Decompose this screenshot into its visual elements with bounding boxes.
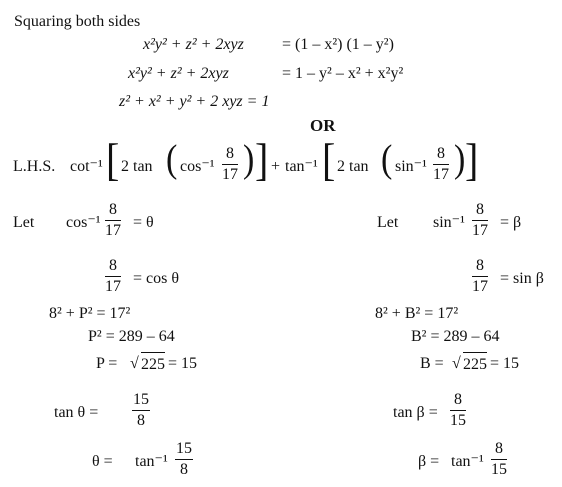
cot-inverse: cot⁻¹ xyxy=(70,158,103,175)
fraction-left-2: $\frac{8}{17}$ xyxy=(105,257,121,295)
tan-inverse: tan⁻¹ xyxy=(285,158,318,175)
plus-sign: + xyxy=(271,158,281,175)
equals-sin-beta: = sin β xyxy=(500,270,544,287)
fraction-right-1: $\frac{8}{17}$ xyxy=(472,201,488,239)
left-row-3-rhs: = 15 xyxy=(168,355,198,372)
right-row-3-lhs: B = xyxy=(420,355,444,372)
right-row-2: B² = 289 – 64 xyxy=(411,328,500,345)
beta-lhs: β = xyxy=(418,453,440,470)
left-paren-2: ( xyxy=(381,138,393,181)
or-label: OR xyxy=(310,116,336,135)
sqrt-radicand-right: 225 xyxy=(463,352,487,374)
theta-lhs: θ = xyxy=(92,453,113,470)
right-paren: ) xyxy=(243,138,255,181)
left-bracket-2: [ xyxy=(322,133,336,186)
right-paren-2: ) xyxy=(454,138,466,181)
sqrt-radicand-left: 225 xyxy=(141,352,165,374)
equation-2-rhs: = 1 – y² – x² + x²y² xyxy=(282,65,404,82)
tan-beta-lhs: tan β = xyxy=(393,404,438,421)
cos-inverse-left: cos⁻¹ xyxy=(66,214,101,231)
fraction-left-1: $\frac{8}{17}$ xyxy=(105,201,121,239)
right-row-3-rhs: = 15 xyxy=(490,355,520,372)
right-bracket-2: ] xyxy=(465,133,479,186)
fraction-8-17-b: $\frac{8}{17}$ xyxy=(433,145,449,183)
lhs-label: L.H.S. xyxy=(13,158,56,175)
fraction-left-3: $\frac{15}{8}$ xyxy=(133,391,149,429)
let-label-right: Let xyxy=(377,214,399,231)
sin-inverse: sin⁻¹ xyxy=(395,158,427,175)
left-paren: ( xyxy=(166,138,178,181)
right-bracket: ] xyxy=(255,133,269,186)
section-heading: Squaring both sides xyxy=(14,13,141,30)
left-row-2: P² = 289 – 64 xyxy=(88,328,175,345)
left-bracket: [ xyxy=(106,133,120,186)
equals-theta: = θ xyxy=(133,214,154,231)
cos-inverse: cos⁻¹ xyxy=(180,158,215,175)
equation-1-lhs: x²y² + z² + 2xyz xyxy=(143,36,244,53)
fraction-right-3: $\frac{8}{15}$ xyxy=(450,391,466,429)
sin-inverse-right: sin⁻¹ xyxy=(433,214,465,231)
two-tan-2: 2 tan xyxy=(337,158,369,175)
left-row-3-lhs: P = xyxy=(96,355,118,372)
tan-theta-lhs: tan θ = xyxy=(54,404,99,421)
equation-2-lhs: x²y² + z² + 2xyz xyxy=(128,65,229,82)
equation-3: z² + x² + y² + 2 xyz = 1 xyxy=(119,93,270,110)
equals-cos-theta: = cos θ xyxy=(133,270,180,287)
fraction-8-17-a: $\frac{8}{17}$ xyxy=(222,145,238,183)
equation-1-rhs: = (1 – x²) (1 – y²) xyxy=(282,36,394,53)
let-label-left: Let xyxy=(13,214,35,231)
fraction-right-4: $\frac{8}{15}$ xyxy=(491,440,507,478)
fraction-right-2: $\frac{8}{17}$ xyxy=(472,257,488,295)
fraction-left-4: $\frac{15}{8}$ xyxy=(176,440,192,478)
sqrt-sign-right: √ xyxy=(452,355,461,372)
theta-tan-inverse: tan⁻¹ xyxy=(135,453,168,470)
right-row-1: 8² + B² = 17² xyxy=(375,305,459,322)
equals-beta: = β xyxy=(500,214,522,231)
sqrt-sign-left: √ xyxy=(130,355,139,372)
beta-tan-inverse: tan⁻¹ xyxy=(451,453,484,470)
two-tan-1: 2 tan xyxy=(121,158,153,175)
left-row-1: 8² + P² = 17² xyxy=(49,305,131,322)
